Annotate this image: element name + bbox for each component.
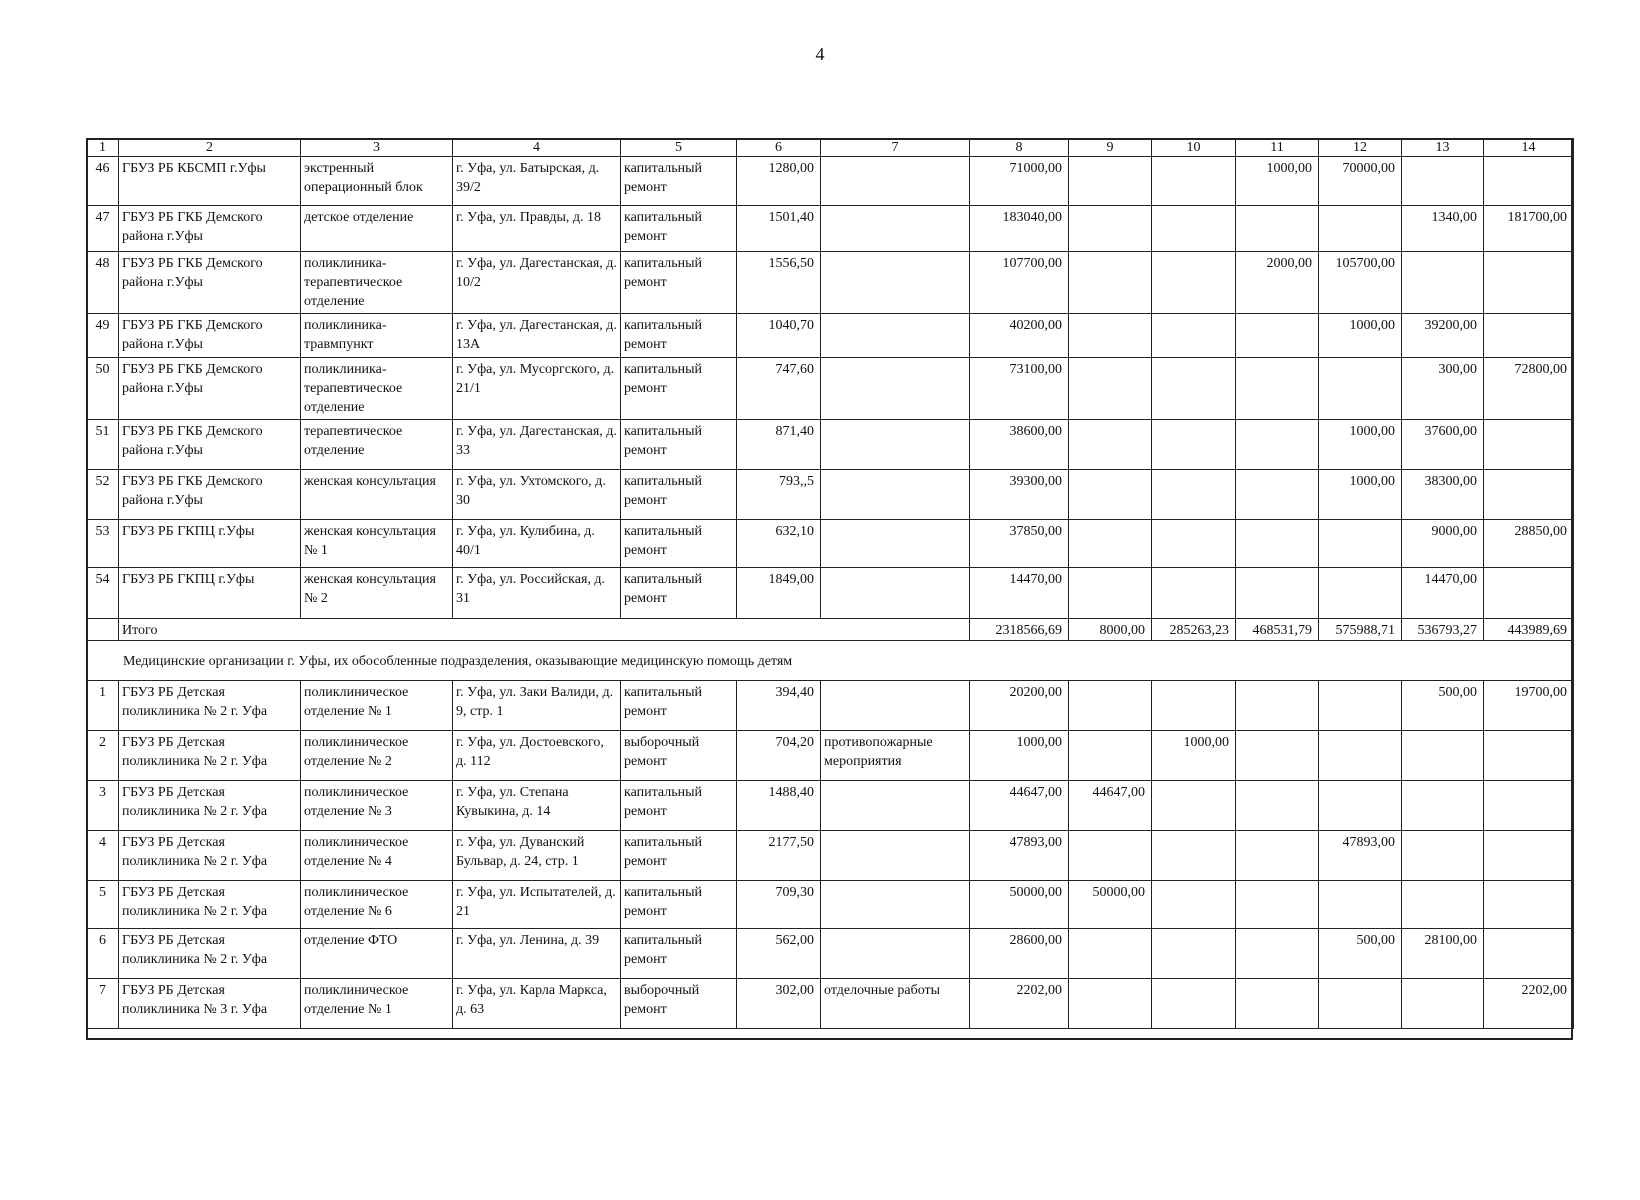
cell-col-1: 47 xyxy=(87,206,119,252)
cell-col-5: капитальный ремонт xyxy=(621,681,737,731)
cell-col-10 xyxy=(1152,781,1236,831)
cell-col-6: 302,00 xyxy=(737,979,821,1029)
table-row xyxy=(87,781,1574,831)
cell-col-13: 28100,00 xyxy=(1402,929,1484,979)
cell-col-9 xyxy=(1069,358,1152,420)
cell-col-3: поликлиническое отделение № 2 xyxy=(301,731,453,781)
cell-col-6: 2177,50 xyxy=(737,831,821,881)
column-header: 12 xyxy=(1319,139,1402,157)
cell-col-7: противопожарные мероприятия xyxy=(821,731,970,781)
cell-col-12 xyxy=(1319,206,1402,252)
total-c12: 575988,71 xyxy=(1319,619,1402,641)
cell-col-14 xyxy=(1484,157,1574,206)
column-header: 6 xyxy=(737,139,821,157)
total-row xyxy=(87,619,1574,641)
cell-col-2: ГБУЗ РБ ГКПЦ г.Уфы xyxy=(119,568,301,619)
cell-col-7 xyxy=(821,781,970,831)
cell-col-13 xyxy=(1402,157,1484,206)
cell-col-4: г. Уфа, ул. Российская, д. 31 xyxy=(453,568,621,619)
cell-col-9 xyxy=(1069,470,1152,520)
cell-col-3: поликлиника-терапевтическое отделение xyxy=(301,358,453,420)
cell-col-13: 39200,00 xyxy=(1402,314,1484,358)
table-row xyxy=(87,831,1574,881)
cell-col-13 xyxy=(1402,979,1484,1029)
cell-col-2: ГБУЗ РБ Детская поликлиника № 2 г. Уфа xyxy=(119,831,301,881)
cell-col-3: поликлиническое отделение № 1 xyxy=(301,979,453,1029)
column-header: 4 xyxy=(453,139,621,157)
cell-col-3: детское отделение xyxy=(301,206,453,252)
cell-col-9 xyxy=(1069,831,1152,881)
cell-col-9 xyxy=(1069,929,1152,979)
cell-col-2: ГБУЗ РБ ГКБ Демского района г.Уфы xyxy=(119,206,301,252)
column-header: 8 xyxy=(970,139,1069,157)
cell-col-6: 704,20 xyxy=(737,731,821,781)
cell-col-11 xyxy=(1236,206,1319,252)
cell-col-5: капитальный ремонт xyxy=(621,252,737,314)
cell-col-9 xyxy=(1069,252,1152,314)
table-row xyxy=(87,568,1574,619)
cell-col-10 xyxy=(1152,681,1236,731)
table-row xyxy=(87,252,1574,314)
cell-col-5: капитальный ремонт xyxy=(621,420,737,470)
cell-col-11: 1000,00 xyxy=(1236,157,1319,206)
cell-col-1: 6 xyxy=(87,929,119,979)
cell-col-5: капитальный ремонт xyxy=(621,568,737,619)
cell-col-7 xyxy=(821,314,970,358)
cell-col-1: 3 xyxy=(87,781,119,831)
cell-col-2: ГБУЗ РБ ГКБ Демского района г.Уфы xyxy=(119,470,301,520)
column-header: 14 xyxy=(1484,139,1574,157)
cell-col-9 xyxy=(1069,206,1152,252)
cell-col-7 xyxy=(821,252,970,314)
cell-col-4: г. Уфа, ул. Карла Маркса, д. 63 xyxy=(453,979,621,1029)
column-header: 9 xyxy=(1069,139,1152,157)
cell-col-13 xyxy=(1402,831,1484,881)
cell-col-3: экстренный операционный блок xyxy=(301,157,453,206)
cell-col-1: 51 xyxy=(87,420,119,470)
cell-col-7 xyxy=(821,420,970,470)
cell-col-12 xyxy=(1319,520,1402,568)
cell-col-9 xyxy=(1069,420,1152,470)
table-row xyxy=(87,881,1574,929)
cell-col-14 xyxy=(1484,252,1574,314)
cell-col-12: 1000,00 xyxy=(1319,470,1402,520)
cell-col-8: 183040,00 xyxy=(970,206,1069,252)
cell-col-3: поликлиническое отделение № 6 xyxy=(301,881,453,929)
cell-col-3: отделение ФТО xyxy=(301,929,453,979)
cell-col-10 xyxy=(1152,358,1236,420)
cell-col-11 xyxy=(1236,681,1319,731)
cell-col-1: 52 xyxy=(87,470,119,520)
cell-col-14: 72800,00 xyxy=(1484,358,1574,420)
cell-col-8: 44647,00 xyxy=(970,781,1069,831)
cell-col-1: 5 xyxy=(87,881,119,929)
cell-col-7 xyxy=(821,929,970,979)
cell-col-12: 1000,00 xyxy=(1319,314,1402,358)
cell-col-10: 1000,00 xyxy=(1152,731,1236,781)
cell-col-12 xyxy=(1319,731,1402,781)
total-label: Итого xyxy=(119,619,970,641)
cell-col-14 xyxy=(1484,314,1574,358)
cell-col-11 xyxy=(1236,781,1319,831)
cell-col-1: 54 xyxy=(87,568,119,619)
cell-col-2: ГБУЗ РБ Детская поликлиника № 2 г. Уфа xyxy=(119,781,301,831)
cell-col-4: г. Уфа, ул. Достоевского, д. 112 xyxy=(453,731,621,781)
cell-col-3: поликлиника-терапевтическое отделение xyxy=(301,252,453,314)
cell-col-3: поликлиническое отделение № 4 xyxy=(301,831,453,881)
cell-col-14: 28850,00 xyxy=(1484,520,1574,568)
cell-col-11: 2000,00 xyxy=(1236,252,1319,314)
cell-col-13 xyxy=(1402,781,1484,831)
table-row xyxy=(87,731,1574,781)
cell-col-8: 39300,00 xyxy=(970,470,1069,520)
cell-col-8: 14470,00 xyxy=(970,568,1069,619)
cell-col-14 xyxy=(1484,831,1574,881)
cell-col-8: 1000,00 xyxy=(970,731,1069,781)
cell-col-1 xyxy=(87,619,119,641)
cell-col-4: г. Уфа, ул. Степана Кувыкина, д. 14 xyxy=(453,781,621,831)
cell-col-13 xyxy=(1402,252,1484,314)
page-number: 4 xyxy=(815,44,825,64)
table-row xyxy=(87,681,1574,731)
column-header: 10 xyxy=(1152,139,1236,157)
cell-col-7 xyxy=(821,358,970,420)
cell-col-2: ГБУЗ РБ КБСМП г.Уфы xyxy=(119,157,301,206)
table-row xyxy=(87,157,1574,206)
cell-col-6: 562,00 xyxy=(737,929,821,979)
cell-col-11 xyxy=(1236,314,1319,358)
cell-col-3: поликлиническое отделение № 1 xyxy=(301,681,453,731)
cell-col-13: 14470,00 xyxy=(1402,568,1484,619)
cell-col-10 xyxy=(1152,206,1236,252)
cell-col-12 xyxy=(1319,681,1402,731)
cell-col-7 xyxy=(821,831,970,881)
total-c14: 443989,69 xyxy=(1484,619,1574,641)
column-header: 2 xyxy=(119,139,301,157)
column-header: 11 xyxy=(1236,139,1319,157)
cell-col-4: г. Уфа, ул. Батырская, д. 39/2 xyxy=(453,157,621,206)
cell-col-6: 1556,50 xyxy=(737,252,821,314)
cell-col-8: 71000,00 xyxy=(970,157,1069,206)
cell-col-8: 2202,00 xyxy=(970,979,1069,1029)
cell-col-1: 49 xyxy=(87,314,119,358)
table-row xyxy=(87,206,1574,252)
cell-col-1: 50 xyxy=(87,358,119,420)
cell-col-6: 871,40 xyxy=(737,420,821,470)
table-row xyxy=(87,358,1574,420)
cell-col-11 xyxy=(1236,831,1319,881)
cell-col-9 xyxy=(1069,157,1152,206)
cell-col-8: 107700,00 xyxy=(970,252,1069,314)
cell-col-2: ГБУЗ РБ ГКБ Демского района г.Уфы xyxy=(119,252,301,314)
column-header: 3 xyxy=(301,139,453,157)
cell-col-1: 7 xyxy=(87,979,119,1029)
cell-col-12: 70000,00 xyxy=(1319,157,1402,206)
cell-col-2: ГБУЗ РБ ГКБ Демского района г.Уфы xyxy=(119,314,301,358)
repair-plan-table xyxy=(86,138,1574,1029)
cell-col-13: 37600,00 xyxy=(1402,420,1484,470)
cell-col-8: 40200,00 xyxy=(970,314,1069,358)
cell-col-7 xyxy=(821,681,970,731)
column-header: 7 xyxy=(821,139,970,157)
total-c13: 536793,27 xyxy=(1402,619,1484,641)
cell-col-14: 19700,00 xyxy=(1484,681,1574,731)
cell-col-6: 1849,00 xyxy=(737,568,821,619)
cell-col-8: 38600,00 xyxy=(970,420,1069,470)
cell-col-14 xyxy=(1484,568,1574,619)
cell-col-13: 300,00 xyxy=(1402,358,1484,420)
cell-col-12: 105700,00 xyxy=(1319,252,1402,314)
cell-col-10 xyxy=(1152,568,1236,619)
cell-col-8: 37850,00 xyxy=(970,520,1069,568)
column-header: 5 xyxy=(621,139,737,157)
cell-col-5: капитальный ремонт xyxy=(621,206,737,252)
cell-col-2: ГБУЗ РБ Детская поликлиника № 2 г. Уфа xyxy=(119,929,301,979)
cell-col-9: 44647,00 xyxy=(1069,781,1152,831)
cell-col-10 xyxy=(1152,979,1236,1029)
cell-col-4: г. Уфа, ул. Кулибина, д. 40/1 xyxy=(453,520,621,568)
cell-col-9 xyxy=(1069,314,1152,358)
column-header-row xyxy=(87,139,1574,157)
cell-col-3: женская консультация № 2 xyxy=(301,568,453,619)
cell-col-9 xyxy=(1069,681,1152,731)
cell-col-7 xyxy=(821,568,970,619)
cell-col-8: 47893,00 xyxy=(970,831,1069,881)
cell-col-5: капитальный ремонт xyxy=(621,881,737,929)
cell-col-13: 1340,00 xyxy=(1402,206,1484,252)
table-row xyxy=(87,979,1574,1029)
cell-col-1: 46 xyxy=(87,157,119,206)
cell-col-10 xyxy=(1152,831,1236,881)
cell-col-10 xyxy=(1152,420,1236,470)
cell-col-8: 73100,00 xyxy=(970,358,1069,420)
cell-col-12: 1000,00 xyxy=(1319,420,1402,470)
cell-col-2: ГБУЗ РБ Детская поликлиника № 2 г. Уфа xyxy=(119,681,301,731)
cell-col-14: 181700,00 xyxy=(1484,206,1574,252)
cell-col-6: 793,,5 xyxy=(737,470,821,520)
cell-col-14 xyxy=(1484,420,1574,470)
cell-col-8: 50000,00 xyxy=(970,881,1069,929)
cell-col-3: поликлиника-травмпункт xyxy=(301,314,453,358)
cell-col-12: 47893,00 xyxy=(1319,831,1402,881)
cell-col-6: 632,10 xyxy=(737,520,821,568)
cell-col-4: г. Уфа, ул. Испытателей, д. 21 xyxy=(453,881,621,929)
cell-col-7: отделочные работы xyxy=(821,979,970,1029)
cell-col-5: капитальный ремонт xyxy=(621,831,737,881)
cell-col-1: 1 xyxy=(87,681,119,731)
cell-col-14 xyxy=(1484,470,1574,520)
cell-col-13 xyxy=(1402,731,1484,781)
cell-col-5: капитальный ремонт xyxy=(621,781,737,831)
cell-col-6: 1488,40 xyxy=(737,781,821,831)
cell-col-13: 500,00 xyxy=(1402,681,1484,731)
cell-col-5: выборочный ремонт xyxy=(621,731,737,781)
cell-col-6: 709,30 xyxy=(737,881,821,929)
cell-col-4: г. Уфа, ул. Правды, д. 18 xyxy=(453,206,621,252)
cell-col-9 xyxy=(1069,731,1152,781)
cell-col-13 xyxy=(1402,881,1484,929)
cell-col-1: 4 xyxy=(87,831,119,881)
cell-col-4: г. Уфа, ул. Ленина, д. 39 xyxy=(453,929,621,979)
cell-col-5: капитальный ремонт xyxy=(621,520,737,568)
cell-col-12 xyxy=(1319,781,1402,831)
cell-col-7 xyxy=(821,520,970,568)
cell-col-10 xyxy=(1152,929,1236,979)
cell-col-2: ГБУЗ РБ ГКБ Демского района г.Уфы xyxy=(119,420,301,470)
cell-col-7 xyxy=(821,470,970,520)
cell-col-4: г. Уфа, ул. Дагестанская, д. 10/2 xyxy=(453,252,621,314)
cell-col-4: г. Уфа, ул. Дагестанская, д. 13А xyxy=(453,314,621,358)
table-row xyxy=(87,314,1574,358)
cell-col-1: 2 xyxy=(87,731,119,781)
cell-col-11 xyxy=(1236,358,1319,420)
cell-col-6: 1501,40 xyxy=(737,206,821,252)
cell-col-4: г. Уфа, ул. Дуванский Бульвар, д. 24, стр. 1 xyxy=(453,831,621,881)
cell-col-10 xyxy=(1152,314,1236,358)
cell-col-14 xyxy=(1484,929,1574,979)
section-row xyxy=(87,641,1574,681)
cell-col-2: ГБУЗ РБ Детская поликлиника № 3 г. Уфа xyxy=(119,979,301,1029)
cell-col-9 xyxy=(1069,520,1152,568)
cell-col-11 xyxy=(1236,470,1319,520)
total-c8: 2318566,69 xyxy=(970,619,1069,641)
cell-col-6: 394,40 xyxy=(737,681,821,731)
column-header: 1 xyxy=(87,139,119,157)
cell-col-8: 28600,00 xyxy=(970,929,1069,979)
cell-col-11 xyxy=(1236,520,1319,568)
cell-col-9 xyxy=(1069,568,1152,619)
cell-col-10 xyxy=(1152,470,1236,520)
column-header: 13 xyxy=(1402,139,1484,157)
cell-col-4: г. Уфа, ул. Ухтомского, д. 30 xyxy=(453,470,621,520)
cell-col-9: 50000,00 xyxy=(1069,881,1152,929)
cell-col-5: капитальный ремонт xyxy=(621,314,737,358)
table-row xyxy=(87,929,1574,979)
cell-col-9 xyxy=(1069,979,1152,1029)
cell-col-12 xyxy=(1319,358,1402,420)
cell-col-2: ГБУЗ РБ Детская поликлиника № 2 г. Уфа xyxy=(119,731,301,781)
cell-col-3: терапевтическое отделение xyxy=(301,420,453,470)
cell-col-3: женская консультация № 1 xyxy=(301,520,453,568)
total-c9: 8000,00 xyxy=(1069,619,1152,641)
cell-col-6: 1040,70 xyxy=(737,314,821,358)
cell-col-7 xyxy=(821,157,970,206)
cell-col-6: 747,60 xyxy=(737,358,821,420)
cell-col-6: 1280,00 xyxy=(737,157,821,206)
cell-col-5: капитальный ремонт xyxy=(621,470,737,520)
cell-col-14 xyxy=(1484,781,1574,831)
cell-col-14 xyxy=(1484,881,1574,929)
cell-col-2: ГБУЗ РБ Детская поликлиника № 2 г. Уфа xyxy=(119,881,301,929)
cell-col-7 xyxy=(821,206,970,252)
cell-col-13: 9000,00 xyxy=(1402,520,1484,568)
cell-col-12: 500,00 xyxy=(1319,929,1402,979)
cell-col-4: г. Уфа, ул. Дагестанская, д. 33 xyxy=(453,420,621,470)
cell-col-13: 38300,00 xyxy=(1402,470,1484,520)
cell-col-3: поликлиническое отделение № 3 xyxy=(301,781,453,831)
cell-col-11 xyxy=(1236,568,1319,619)
cell-col-12 xyxy=(1319,568,1402,619)
cell-col-4: г. Уфа, ул. Заки Валиди, д. 9, стр. 1 xyxy=(453,681,621,731)
total-c11: 468531,79 xyxy=(1236,619,1319,641)
cell-col-5: капитальный ремонт xyxy=(621,157,737,206)
cell-col-11 xyxy=(1236,881,1319,929)
table-row xyxy=(87,470,1574,520)
cell-col-10 xyxy=(1152,520,1236,568)
cell-col-11 xyxy=(1236,979,1319,1029)
cell-col-11 xyxy=(1236,929,1319,979)
cell-col-7 xyxy=(821,881,970,929)
cell-col-3: женская консультация xyxy=(301,470,453,520)
cell-col-12 xyxy=(1319,979,1402,1029)
table-row xyxy=(87,520,1574,568)
cell-col-11 xyxy=(1236,731,1319,781)
cell-col-5: капитальный ремонт xyxy=(621,358,737,420)
cell-col-5: выборочный ремонт xyxy=(621,979,737,1029)
cell-col-12 xyxy=(1319,881,1402,929)
cell-col-5: капитальный ремонт xyxy=(621,929,737,979)
cell-col-10 xyxy=(1152,252,1236,314)
total-c10: 285263,23 xyxy=(1152,619,1236,641)
cell-col-10 xyxy=(1152,881,1236,929)
cell-col-2: ГБУЗ РБ ГКПЦ г.Уфы xyxy=(119,520,301,568)
cell-col-1: 53 xyxy=(87,520,119,568)
cell-col-1: 48 xyxy=(87,252,119,314)
cell-col-14 xyxy=(1484,731,1574,781)
cell-col-10 xyxy=(1152,157,1236,206)
cell-col-11 xyxy=(1236,420,1319,470)
table-row xyxy=(87,420,1574,470)
cell-col-8: 20200,00 xyxy=(970,681,1069,731)
cell-col-14: 2202,00 xyxy=(1484,979,1574,1029)
cell-col-4: г. Уфа, ул. Мусоргского, д. 21/1 xyxy=(453,358,621,420)
section-title: Медицинские организации г. Уфы, их обособленные подразделения, оказывающие медицинскую помощь детям xyxy=(87,641,1574,681)
cell-col-2: ГБУЗ РБ ГКБ Демского района г.Уфы xyxy=(119,358,301,420)
